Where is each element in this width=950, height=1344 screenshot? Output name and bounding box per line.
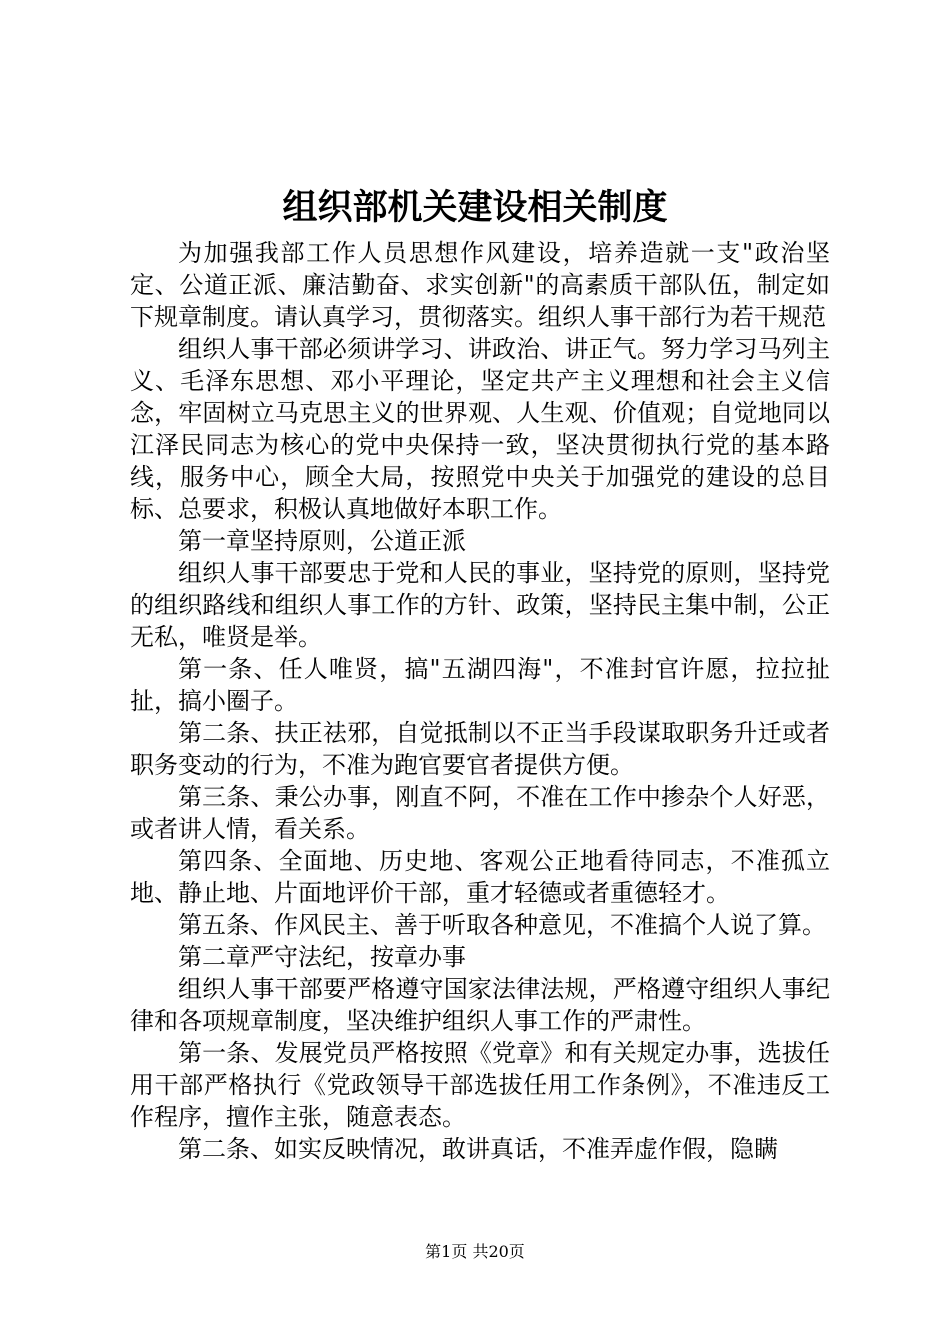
article-1-2: 第二条、扶正祛邪，自觉抵制以不正当手段谋取职务升迁或者职务变动的行为，不准为跑官要官者提供方便。: [130, 719, 830, 779]
article-1-5: 第五条、作风民主、善于听取各种意见，不准搞个人说了算。: [178, 911, 826, 939]
paragraph-general: 组织人事干部必须讲学习、讲政治、讲正气。努力学习马列主义、毛泽东思想、邓小平理论，坚定共产主义理想和社会主义信念，牢固树立马克思主义的世界观、人生观、价值观；自觉地同以江泽民同志为核心的党中央保持一致，坚决贯彻执行党的基本路线，服务中心，顾全大局，按照党中央关于加强党的建设的总目标、总要求，积极认真地做好本职工作。: [130, 335, 830, 523]
paragraph-chapter-2-intro: 组织人事干部要严格遵守国家法律法规，严格遵守组织人事纪律和各项规章制度，坚决维护组织人事工作的严肃性。: [130, 975, 830, 1035]
article-1-4: 第四条、全面地、历史地、客观公正地看待同志，不准孤立地、静止地、片面地评价干部，重才轻德或者重德轻才。: [130, 847, 830, 907]
document-title: 组织部机关建设相关制度: [282, 187, 668, 228]
article-2-2: 第二条、如实反映情况，敢讲真话，不准弄虚作假，隐瞒: [178, 1135, 778, 1163]
article-2-1: 第一条、发展党员严格按照《党章》和有关规定办事，选拔任用干部严格执行《党政领导干部选拔任用工作条例》，不准违反工作程序，擅作主张，随意表态。: [130, 1039, 830, 1131]
paragraph-intro: 为加强我部工作人员思想作风建设，培养造就一支"政治坚定、公道正派、廉洁勤奋、求实创新"的高素质干部队伍，制定如下规章制度。请认真学习，贯彻落实。组织人事干部行为若干规范: [130, 239, 830, 331]
page-footer: 第1页 共20页: [425, 1242, 525, 1261]
chapter-heading-2: 第二章严守法纪，按章办事: [178, 943, 466, 971]
article-1-3: 第三条、秉公办事，刚直不阿，不准在工作中掺杂个人好恶，或者讲人情，看关系。: [130, 783, 830, 843]
document-body: [130, 237, 830, 1165]
paragraph-chapter-1-intro: 组织人事干部要忠于党和人民的事业，坚持党的原则，坚持党的组织路线和组织人事工作的方针、政策，坚持民主集中制，公正无私，唯贤是举。: [130, 559, 830, 651]
article-1-1: 第一条、任人唯贤，搞"五湖四海"，不准封官许愿，拉拉扯扯，搞小圈子。: [130, 655, 830, 715]
chapter-heading-1: 第一章坚持原则，公道正派: [178, 527, 466, 555]
